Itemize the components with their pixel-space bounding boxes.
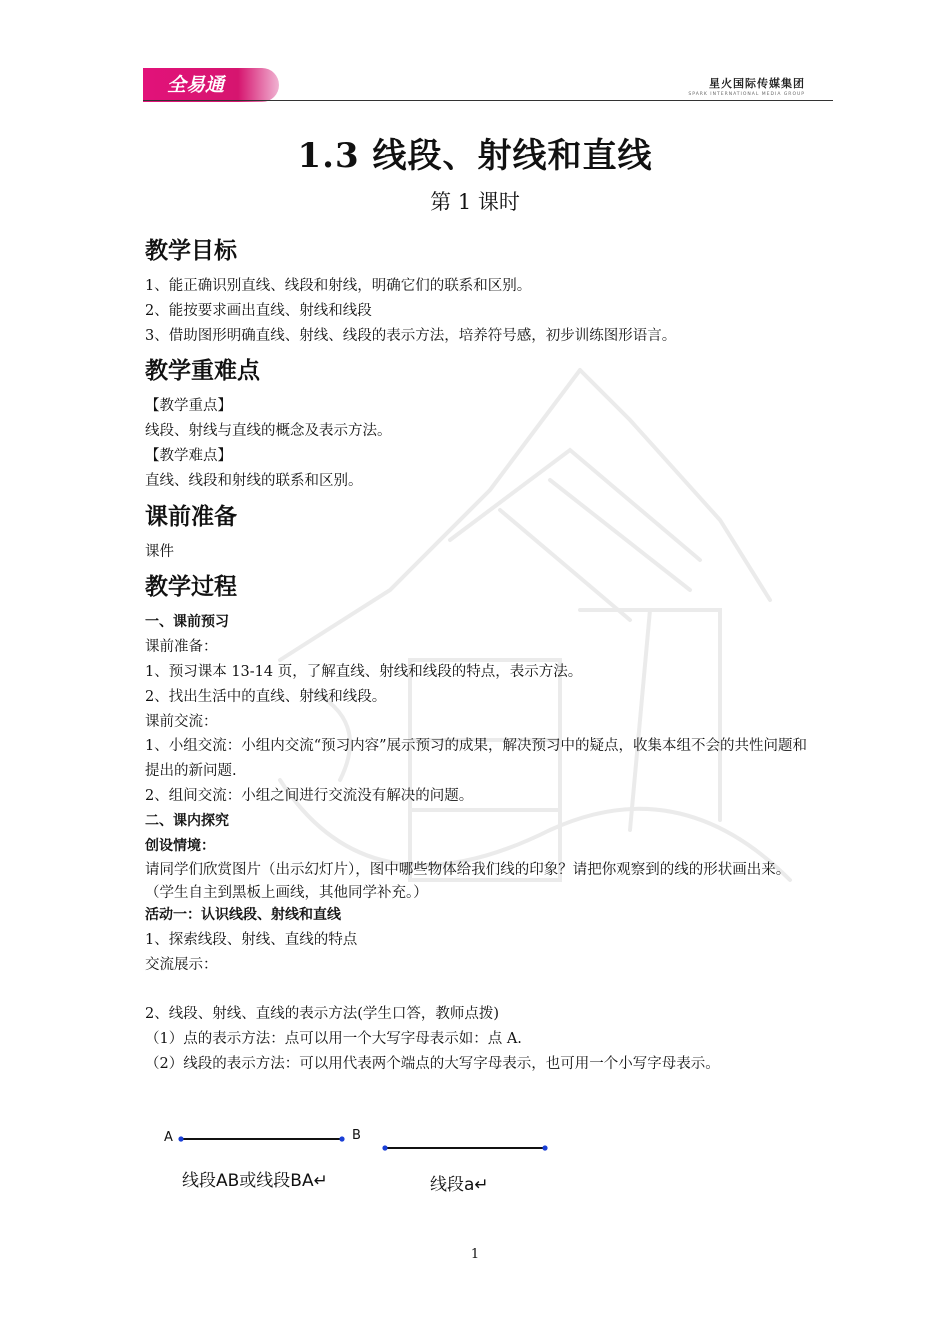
goal-item: 1、能正确识别直线、线段和射线，明确它们的联系和区别。 [145, 278, 532, 294]
page-number: 1 [470, 1247, 480, 1262]
prep-item: 1、预习课本 13-14 页，了解直线、射线和线段的特点，表示方法。 [145, 663, 583, 680]
exchange-item: 2、组间交流：小组之间进行交流没有解决的问题。 [145, 787, 474, 804]
prep-heading: 课前准备 [145, 503, 237, 530]
header-divider [143, 100, 833, 101]
logo-text: 全易通 [167, 74, 225, 96]
part2-title: 二、课内探究 [145, 812, 229, 829]
activity1-item2: 2、线段、射线、直线的表示方法(学生口答，教师点拨) [145, 1006, 500, 1023]
scenario-note: （学生自主到黑板上画线，其他同学补充。） [145, 885, 428, 902]
prep-item: 2、找出生活中的直线、射线和线段。 [145, 688, 387, 705]
segment-lines [160, 1124, 580, 1164]
key-points-heading: 教学重难点 [145, 358, 260, 385]
scenario-text: 请同学们欣赏图片（出示幻灯片），图中哪些物体给我们线的印象？请把你观察到的线的形状画出来。 [145, 862, 791, 879]
activity1-item1: 1、探索线段、射线、直线的特点 [145, 931, 358, 948]
brand-logo [143, 68, 279, 102]
point-a-label: A [164, 1130, 173, 1145]
prep-label: 课前准备： [145, 639, 218, 656]
activity1-sub2: （2）线段的表示方法：可以用代表两个端点的大写字母表示，也可用一个小写字母表示。 [145, 1055, 720, 1072]
segment-a-caption: 线段a↵ [430, 1175, 489, 1195]
exchange-label: 课前交流： [145, 713, 218, 730]
prep-text: 课件 [145, 543, 174, 560]
goals-heading: 教学目标 [145, 238, 237, 264]
lesson-content [145, 234, 810, 1077]
part1-title: 一、课前预习 [145, 614, 229, 631]
activity1-title: 活动一：认识线段、射线和直线 [145, 907, 341, 924]
scenario-title: 创设情境： [145, 837, 215, 854]
publisher-name: 星火国际传媒集团 [709, 77, 805, 90]
activity1-sub1: （1）点的表示方法：点可以用一个大写字母表示如：点 A. [145, 1031, 522, 1048]
difficulty-label: 【教学难点】 [145, 447, 232, 464]
difficulty-text: 直线、线段和射线的联系和区别。 [145, 472, 363, 489]
segment-figure [160, 1124, 580, 1204]
publisher-brand [688, 75, 805, 97]
focus-text: 线段、射线与直线的概念及表示方法。 [145, 423, 392, 440]
endpoint-a1-dot [382, 1145, 387, 1150]
endpoint-a-dot [178, 1136, 183, 1141]
focus-label: 【教学重点】 [145, 398, 232, 415]
page-header [143, 66, 833, 104]
activity1-item1-note: 交流展示： [145, 956, 218, 973]
point-b-label: B [352, 1128, 361, 1143]
publisher-name-en: SPARK INTERNATIONAL MEDIA GROUP [688, 92, 805, 97]
exchange-item: 1、小组交流：小组内交流“预习内容”展示预习的成果，解决预习中的疑点，收集本组不会的共性问题和提出的新问题. [145, 738, 808, 780]
segment-ab-caption: 线段AB或线段BA↵ [182, 1171, 328, 1191]
endpoint-b-dot [339, 1136, 344, 1141]
endpoint-a2-dot [542, 1145, 547, 1150]
process-heading: 教学过程 [145, 574, 237, 601]
goal-item: 2、能按要求画出直线、射线和线段 [145, 302, 372, 319]
page-title: 1.3 线段、射线和直线 [297, 136, 653, 176]
goal-item: 3、借助图形明确直线、射线、线段的表示方法，培养符号感，初步训练图形语言。 [145, 327, 677, 344]
lesson-subtitle: 第 1 课时 [430, 190, 520, 214]
